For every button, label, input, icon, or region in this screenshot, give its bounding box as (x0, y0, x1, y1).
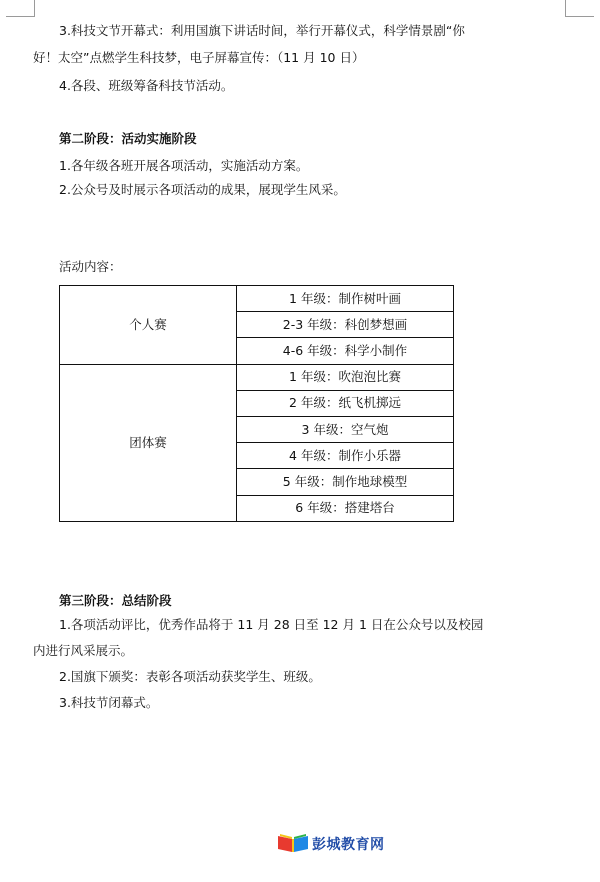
page-corner-mark-right (565, 0, 594, 17)
stage1-item-3: 3.科技文节开幕式：利用国旗下讲话时间，举行开幕仪式，科学情景剧“你 (59, 23, 465, 38)
stage3-item-2: 2.国旗下颁奖：表彰各项活动获奖学生、班级。 (59, 669, 321, 684)
stage1-item-3-cont: 好！太空”点燃学生科技梦，电子屏幕宣传：（11 月 10 日） (33, 50, 365, 65)
stage1-item-4: 4.各段、班级筹备科技节活动。 (59, 78, 234, 93)
page-corner-mark-left (6, 0, 35, 17)
activity-label: 活动内容： (59, 259, 122, 274)
item-cell: 2 年级：纸飞机掷远 (237, 390, 454, 416)
item-cell: 3 年级：空气炮 (237, 416, 454, 442)
item-cell: 1 年级：吹泡泡比赛 (237, 364, 454, 390)
stage3-item-1: 1.各项活动评比，优秀作品将于 11 月 28 日至 12 月 1 日在公众号以及校园 (59, 617, 484, 632)
item-cell: 2-3 年级：科创梦想画 (237, 312, 454, 338)
stage2-item-2: 2.公众号及时展示各项活动的成果，展现学生风采。 (59, 182, 346, 197)
stage2-heading: 第二阶段：活动实施阶段 (59, 131, 197, 146)
footer-logo (276, 832, 396, 854)
item-cell: 5 年级：制作地球模型 (237, 469, 454, 495)
item-cell: 4 年级：制作小乐器 (237, 443, 454, 469)
table-row (60, 364, 454, 390)
item-cell: 6 年级：搭建塔台 (237, 495, 454, 521)
colorful-book-icon (276, 832, 310, 854)
table-row (60, 286, 454, 312)
stage3-heading: 第三阶段：总结阶段 (59, 593, 172, 608)
stage3-item-3: 3.科技节闭幕式。 (59, 695, 159, 710)
category-cell-team: 团体赛 (60, 364, 237, 521)
footer-logo-text: 彭城教育网 (312, 837, 385, 853)
stage2-item-1: 1.各年级各班开展各项活动，实施活动方案。 (59, 158, 309, 173)
item-cell: 4-6 年级：科学小制作 (237, 338, 454, 364)
item-cell: 1 年级：制作树叶画 (237, 286, 454, 312)
stage3-item-1-cont: 内进行风采展示。 (33, 643, 134, 658)
category-cell-individual: 个人赛 (60, 286, 237, 365)
activity-table (59, 285, 454, 522)
